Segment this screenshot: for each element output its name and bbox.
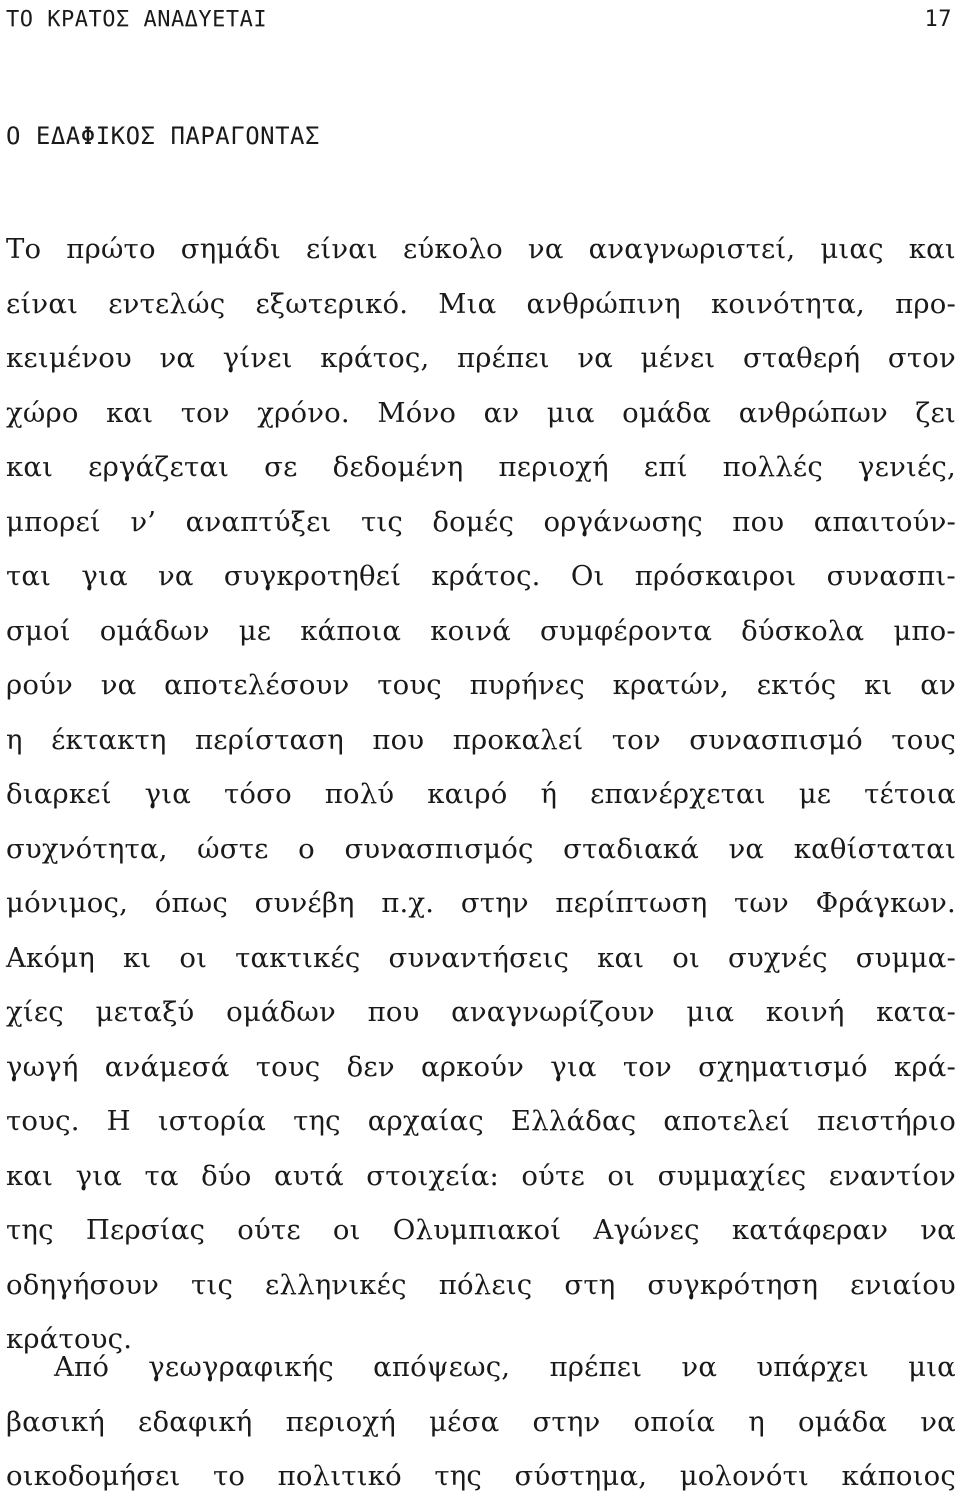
text-line: και εργάζεται σε δεδομένη περιοχή επί πολλές γενιές, [6,451,956,483]
text-line: διαρκεί για τόσο πολύ καιρό ή επανέρχεται με τέτοια [6,778,956,810]
text-line: οδηγήσουν τις ελληνικές πόλεις στη συγκρότηση ενιαίου [6,1268,956,1301]
section-heading: Ο ΕΔΑΦΙΚΟΣ ΠΑΡΑΓΟΝΤΑΣ [6,122,320,150]
text-line: γωγή ανάμεσά τους δεν αρκούν για τον σχηματισμό κρά- [6,1050,956,1083]
text-line: Το πρώτο σημάδι είναι εύκολο να αναγνωριστεί, μιας και [6,233,956,265]
page-number: 17 [924,6,952,32]
text-line: συχνότητα, ώστε ο συνασπισμός σταδιακά να καθίσταται [6,832,956,865]
paragraph-2 [6,1340,956,1504]
text-line: και για τα δύο αυτά στοιχεία: ούτε οι συμμαχίες εναντίον [6,1159,956,1192]
text-line: οικοδομήσει το πολιτικό της σύστημα, μολονότι κάποιος [6,1460,956,1492]
text-line: Ακόμη κι οι τακτικές συναντήσεις και οι συχνές συμμα- [6,941,956,974]
text-line: μόνιμος, όπως συνέβη π.χ. στην περίπτωση των Φράγκων. [6,887,956,919]
paragraph-1 [6,222,956,1367]
text-line: κράτους. [6,1323,133,1355]
text-line: Από γεωγραφικής απόψεως, πρέπει να υπάρχει μια [54,1351,956,1383]
text-line: τους. Η ιστορία της αρχαίας Ελλάδας αποτελεί πειστήριο [6,1105,956,1137]
text-line: βασική εδαφική περιοχή μέσα στην οποία η ομάδα να [6,1405,956,1438]
text-line: είναι εντελώς εξωτερικό. Μια ανθρώπινη κοινότητα, προ- [6,287,956,320]
text-line: μπορεί ν’ αναπτύξει τις δομές οργάνωσης που απαιτούν- [6,505,956,538]
text-line: ρούν να αποτελέσουν τους πυρήνες κρατών, εκτός κι αν [6,669,956,701]
text-line: ται για να συγκροτηθεί κράτος. Οι πρόσκαιροι συνασπι- [6,560,956,592]
text-line: χώρο και τον χρόνο. Μόνο αν μια ομάδα ανθρώπων ζει [6,396,956,429]
text-line: σμοί ομάδων με κάποια κοινά συμφέροντα δύσκολα μπο- [6,614,956,647]
running-title: ΤΟ ΚΡΑΤΟΣ ΑΝΑΔΥΕΤΑΙ [6,6,268,32]
text-line: χίες μεταξύ ομάδων που αναγνωρίζουν μια κοινή κατα- [6,996,956,1028]
text-line: της Περσίας ούτε οι Ολυμπιακοί Αγώνες κατάφεραν να [6,1214,956,1246]
text-line: η έκτακτη περίσταση που προκαλεί τον συνασπισμό τους [6,723,956,756]
text-line: κειμένου να γίνει κράτος, πρέπει να μένει σταθερή στον [6,342,956,374]
running-header [6,4,952,34]
